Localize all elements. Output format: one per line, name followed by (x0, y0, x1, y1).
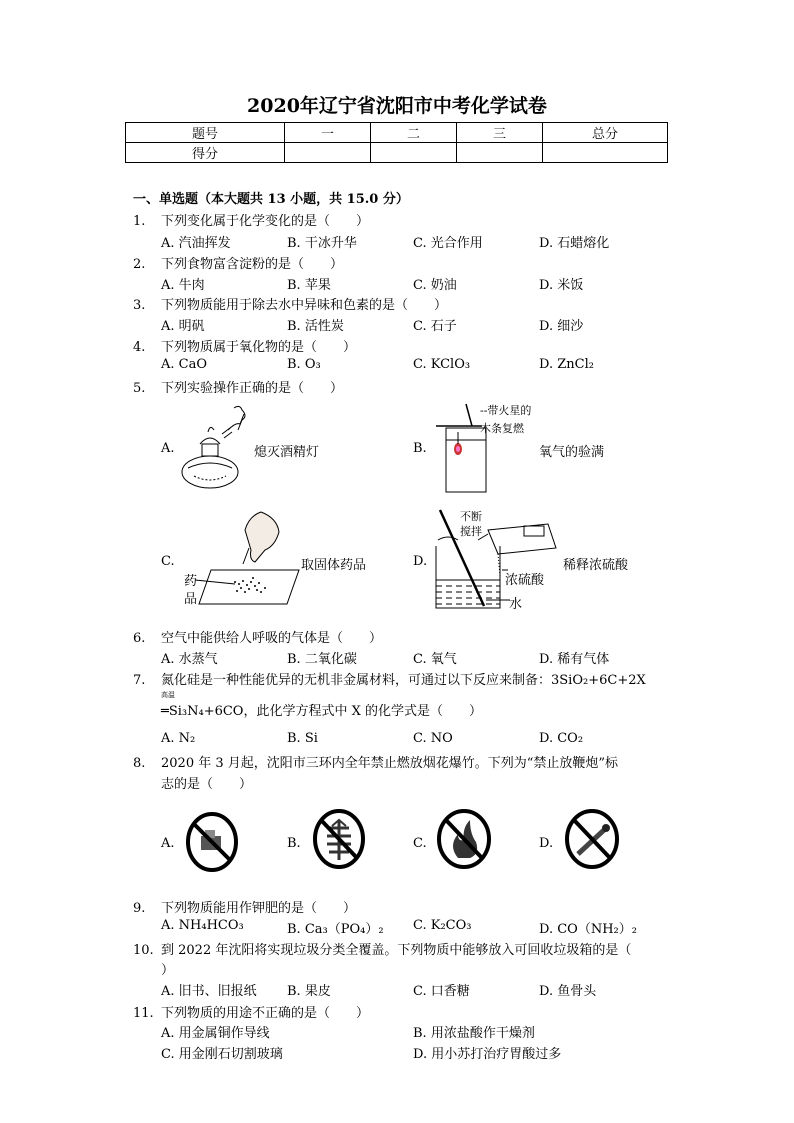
option-b[interactable]: B. 苹果 (287, 278, 331, 293)
reaction-condition: 高温 (161, 691, 175, 699)
option-c[interactable]: C. 石子 (413, 319, 457, 334)
question-10 (133, 939, 631, 958)
option-b[interactable]: B. 活性炭 (287, 319, 344, 334)
question-7 (133, 669, 646, 688)
option-a[interactable]: A. N₂ (161, 731, 196, 746)
option-d[interactable]: D. 米饭 (539, 278, 584, 293)
question-number: 11. (133, 1006, 154, 1021)
option-d[interactable]: D. 石蜡熔化 (539, 236, 610, 251)
question-text: 下列实验操作正确的是（ ） (161, 381, 344, 396)
option-b[interactable]: B. (287, 836, 301, 851)
question-1 (133, 210, 369, 229)
question-text-cont: ═Si₃N₄+6CO，此化学方程式中 X 的化学式是（ ） (161, 704, 482, 719)
question-number: 7. (133, 673, 146, 688)
score-cell (457, 143, 543, 163)
no-open-flame-sign-icon (436, 808, 492, 870)
score-cell (371, 143, 457, 163)
note: 搅拌 (460, 525, 482, 538)
option-d[interactable]: D. 细沙 (539, 319, 584, 334)
option-b[interactable]: B. O₃ (287, 357, 321, 372)
score-header: 总分 (543, 123, 668, 143)
question-number: 10. (133, 943, 154, 958)
option-d[interactable]: D. ZnCl₂ (539, 357, 594, 372)
option-b[interactable]: B. 干冰升华 (287, 236, 357, 251)
question-text: 空气中能供给人呼吸的气体是（ ） (161, 631, 383, 646)
option-d[interactable]: D. 鱼骨头 (539, 984, 597, 999)
option-a[interactable]: A. 明矾 (161, 319, 205, 334)
option-d[interactable]: D. (539, 836, 554, 851)
question-text: 下列物质能用于除去水中异味和色素的是（ ） (161, 298, 448, 313)
option-c[interactable]: C. K₂CO₃ (413, 918, 472, 933)
option-b[interactable]: B. Ca₃（PO₄）₂ (287, 922, 384, 937)
question-text: 下列食物富含淀粉的是（ ） (161, 257, 344, 272)
option-b[interactable]: B. 用浓盐酸作干燥剂 (413, 1026, 535, 1041)
no-matches-sign-icon (564, 808, 620, 870)
option-c[interactable]: C. (161, 554, 175, 569)
option-d[interactable]: D. 用小苏打治疗胃酸过多 (413, 1047, 562, 1062)
no-firecrackers-sign-icon (312, 808, 366, 870)
note: 水 (509, 597, 523, 612)
solid-reagent-illustration (195, 512, 305, 606)
option-a[interactable]: A. 水蒸气 (161, 652, 218, 667)
option-c[interactable]: C. 光合作用 (413, 236, 483, 251)
option-c[interactable]: C. 氧气 (413, 652, 457, 667)
question-number: 3. (133, 298, 146, 313)
question-number: 2. (133, 257, 146, 272)
question-text: 下列物质属于氧化物的是（ ） (161, 340, 357, 355)
caption: 稀释浓硫酸 (563, 558, 629, 573)
section-heading: 一、单选题（本大题共 13 小题，共 15.0 分） (133, 192, 409, 207)
question-9 (133, 897, 356, 916)
score-row-label: 得分 (126, 143, 285, 163)
question-text: 氮化硅是一种性能优异的无机非金属材料，可通过以下反应来制备：3SiO₂+6C+2X (161, 673, 646, 688)
question-text: 下列变化属于化学变化的是（ ） (161, 214, 370, 229)
option-b[interactable]: B. 果皮 (287, 984, 331, 999)
score-header: 一 (285, 123, 371, 143)
question-3 (133, 294, 447, 313)
option-c[interactable]: C. 用金刚石切割玻璃 (161, 1047, 283, 1062)
score-cell (543, 143, 668, 163)
caption: 氧气的验满 (539, 445, 605, 460)
question-number: 4. (133, 340, 146, 355)
question-4 (133, 336, 356, 355)
option-b[interactable]: B. (413, 441, 427, 456)
note: 木条复燃 (480, 422, 524, 435)
option-b[interactable]: B. 二氧化碳 (287, 652, 357, 667)
option-a[interactable]: A. NH₄HCO₃ (161, 918, 244, 933)
option-c[interactable]: C. 口香糖 (413, 984, 470, 999)
dilution-illustration (428, 504, 563, 614)
page-title: 2020年辽宁省沈阳市中考化学试卷 (247, 95, 547, 117)
caption: 取固体药品 (301, 558, 367, 573)
option-c[interactable]: C. (413, 836, 427, 851)
option-d[interactable]: D. (413, 554, 428, 569)
question-number: 9. (133, 901, 146, 916)
option-d[interactable]: D. CO₂ (539, 731, 584, 746)
option-a[interactable]: A. 旧书、旧报纸 (161, 984, 257, 999)
question-number: 1. (133, 214, 146, 229)
option-a[interactable]: A. 汽油挥发 (161, 236, 231, 251)
question-text: 2020 年 3 月起，沈阳市三环内全年禁止燃放烟花爆竹。下列为“禁止放鞭炮”标 (161, 756, 619, 771)
score-table (125, 122, 668, 163)
alcohol-lamp-illustration (178, 402, 253, 494)
note: 不断 (460, 510, 482, 523)
question-2 (133, 253, 343, 272)
question-11 (133, 1002, 369, 1021)
question-text: 下列物质的用途不正确的是（ ） (161, 1006, 370, 1021)
option-c[interactable]: C. KClO₃ (413, 357, 471, 372)
option-c[interactable]: C. 奶油 (413, 278, 457, 293)
question-text: 到 2022 年沈阳将实现垃圾分类全覆盖。下列物质中能够放入可回收垃圾箱的是（ (161, 943, 632, 958)
option-a[interactable]: A. (161, 441, 175, 456)
score-header: 二 (371, 123, 457, 143)
option-d[interactable]: D. CO（NH₂）₂ (539, 922, 637, 937)
option-d[interactable]: D. 稀有气体 (539, 652, 610, 667)
note: --带火星的 (480, 404, 532, 417)
question-text-cont: ） (161, 963, 175, 978)
caption: 熄灭酒精灯 (254, 445, 320, 460)
note: 品 (184, 592, 198, 607)
question-5 (133, 377, 343, 396)
option-a[interactable]: A. 牛肉 (161, 278, 205, 293)
option-c[interactable]: C. NO (413, 731, 453, 746)
question-number: 5. (133, 381, 146, 396)
question-text-cont: 志的是（ ） (161, 777, 253, 792)
no-smoking-sign-icon (185, 812, 239, 872)
score-header: 三 (457, 123, 543, 143)
option-b[interactable]: B. Si (287, 731, 318, 746)
question-text: 下列物质能用作钾肥的是（ ） (161, 901, 357, 916)
score-cell (285, 143, 371, 163)
question-number: 8. (133, 756, 146, 771)
note: 药 (184, 574, 198, 589)
option-a[interactable]: A. CaO (161, 357, 208, 372)
score-header: 题号 (126, 123, 285, 143)
note: 浓硫酸 (505, 573, 545, 588)
question-number: 6. (133, 631, 146, 646)
option-a[interactable]: A. (161, 836, 175, 851)
question-8 (133, 752, 618, 771)
option-a[interactable]: A. 用金属铜作导线 (161, 1026, 270, 1041)
question-6 (133, 627, 382, 646)
